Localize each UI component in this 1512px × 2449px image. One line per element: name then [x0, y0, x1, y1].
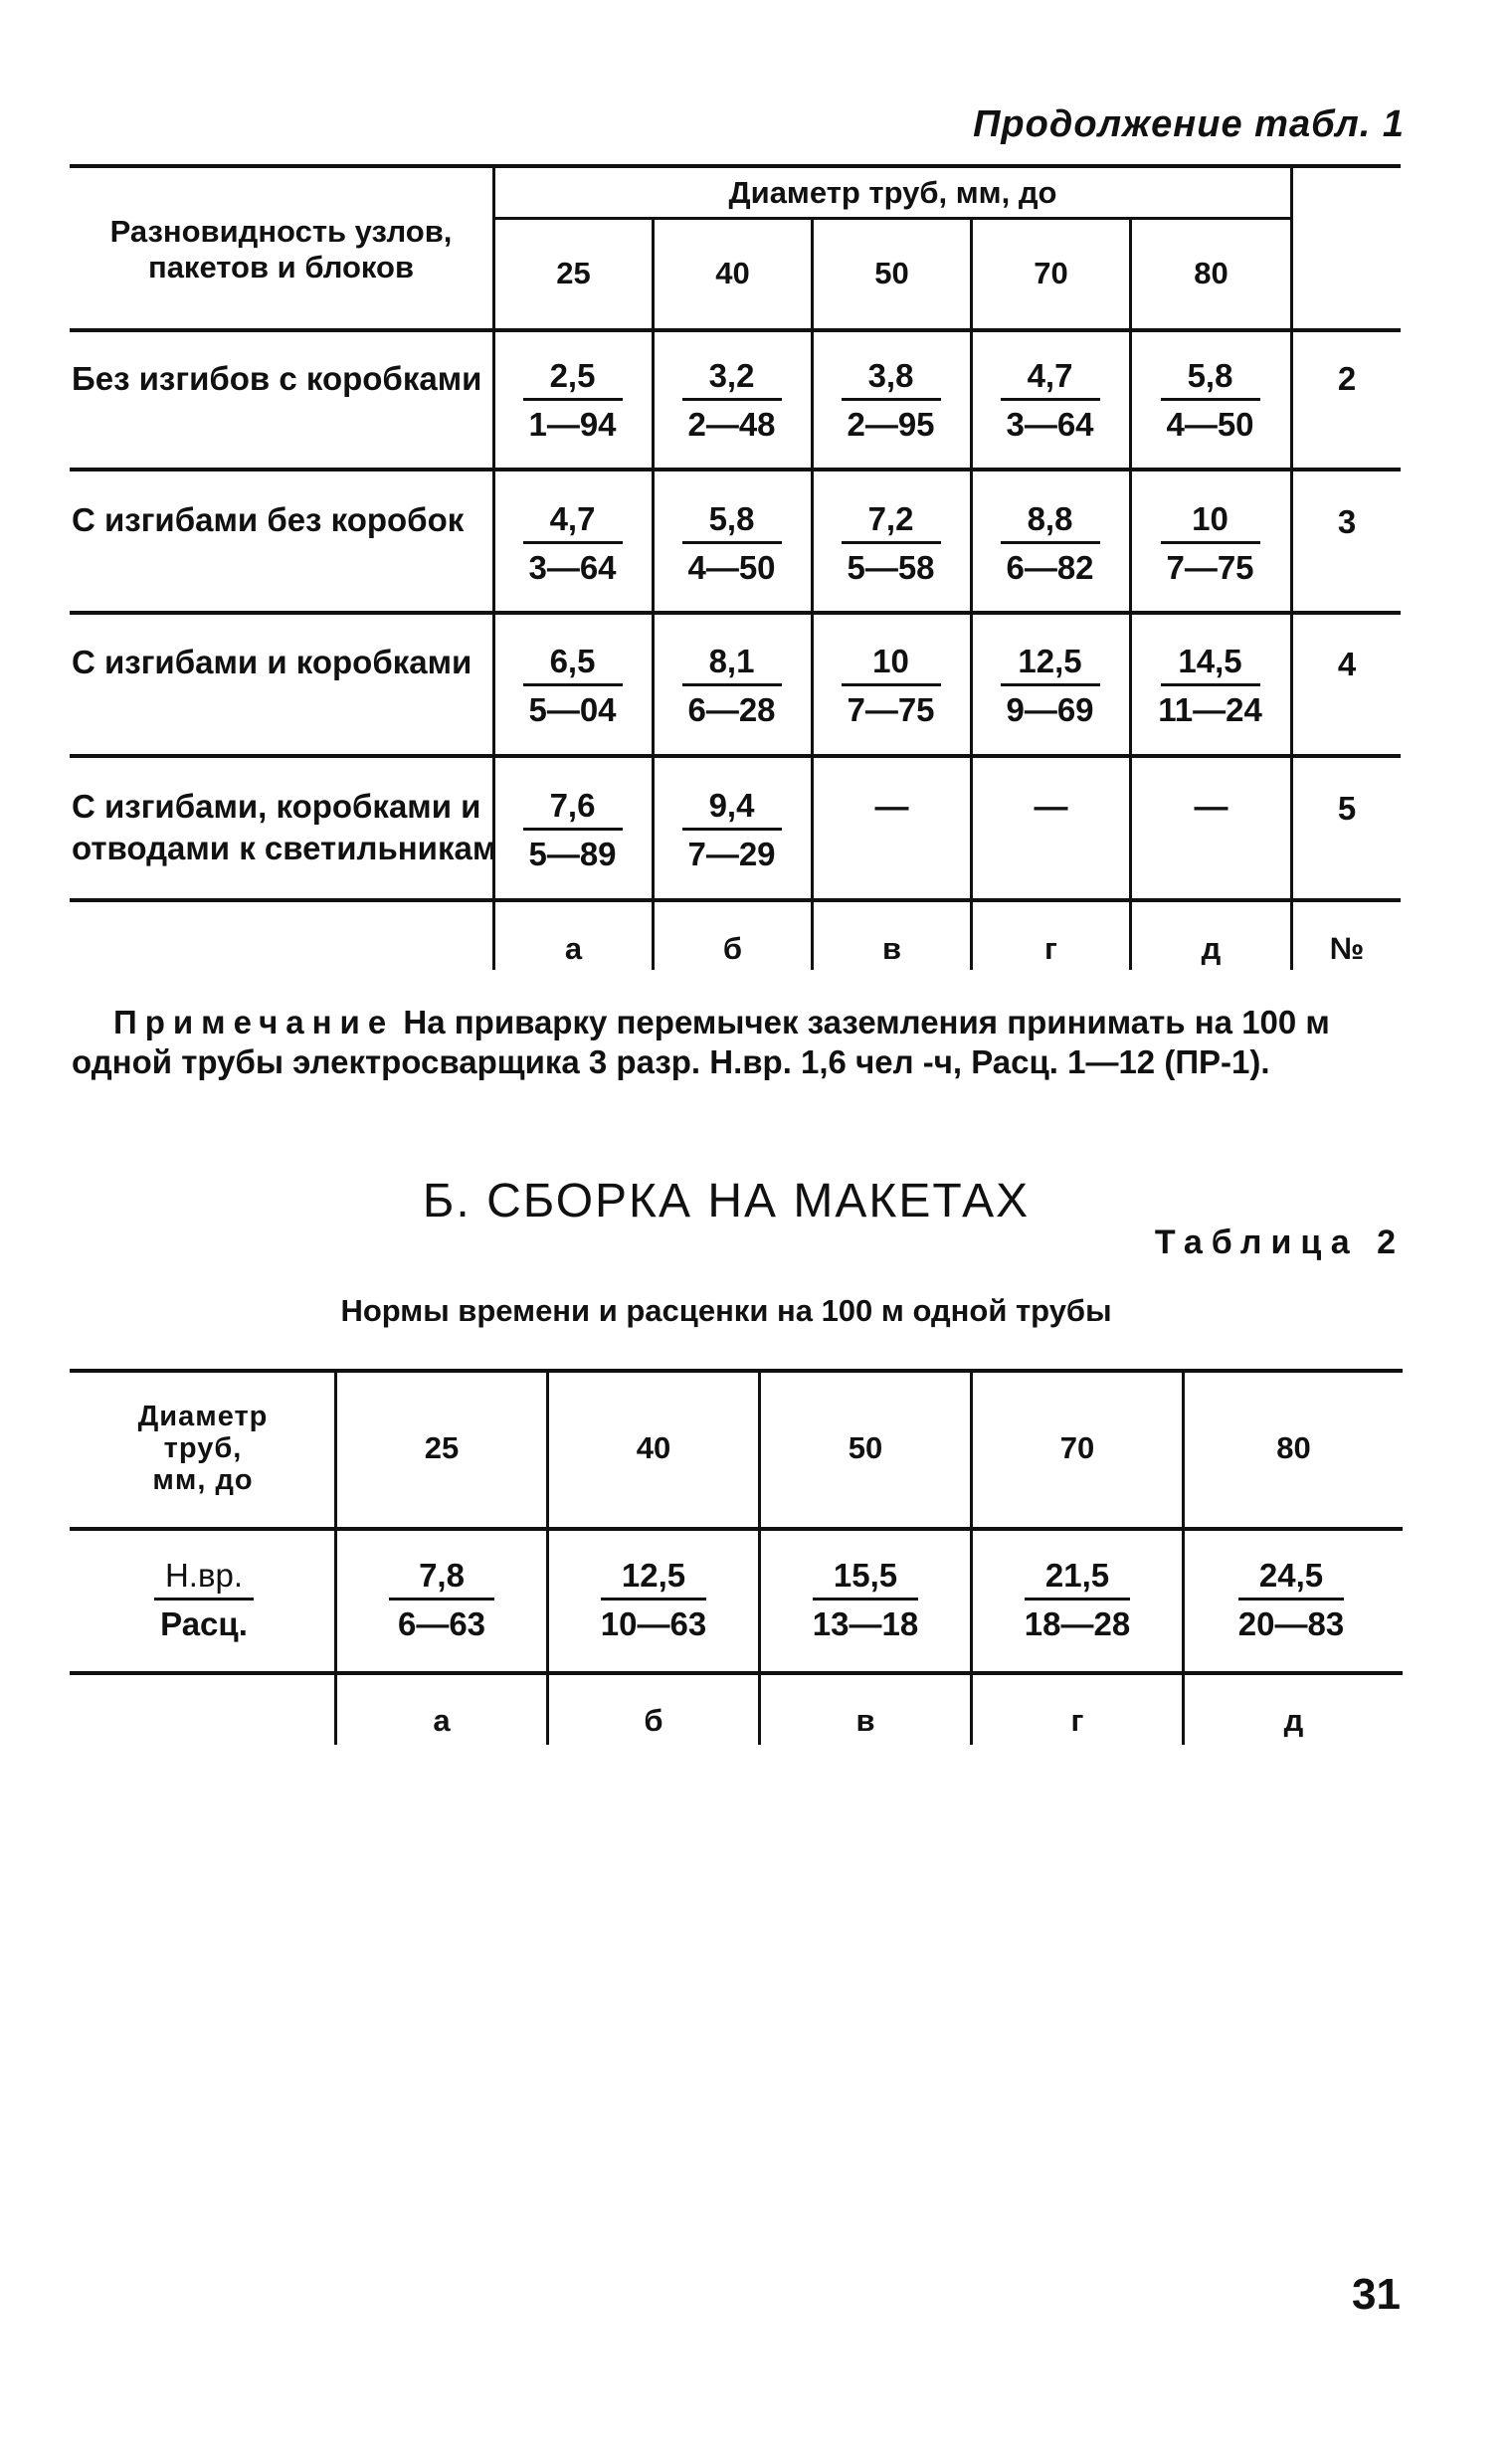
norm-time: 7,6	[549, 787, 596, 824]
rate: 9—69	[1006, 691, 1094, 728]
row-type-header: Разновидность узлов, пакетов и блоков	[109, 214, 453, 284]
table-rule	[1129, 217, 1132, 970]
norm-time: 14,5	[1178, 643, 1242, 679]
rate-label: Расц.	[160, 1605, 248, 1642]
table-rule	[70, 898, 1401, 902]
table-rule	[70, 468, 1401, 471]
fraction-cell	[387, 1556, 496, 1644]
fraction-cell	[839, 499, 943, 588]
fraction-bar	[1001, 398, 1100, 401]
table-rule	[970, 217, 973, 970]
fraction-cell	[520, 642, 625, 730]
column-letter: в	[881, 931, 902, 966]
norm-time: 10	[1192, 500, 1228, 537]
fraction-bar	[1001, 541, 1100, 544]
norm-time: 12,5	[621, 1557, 686, 1594]
fraction-bar	[682, 828, 782, 831]
table-rule	[758, 1369, 761, 1745]
norm-time: 24,5	[1258, 1557, 1324, 1594]
fraction-bar	[813, 1598, 918, 1601]
header-line: мм, до	[152, 1464, 254, 1496]
norm-time: 8,1	[708, 643, 755, 679]
rate: 4—50	[1166, 406, 1254, 443]
fraction-cell	[998, 642, 1102, 730]
norm-time: 3,2	[708, 357, 755, 394]
column-letter: б	[644, 1703, 663, 1738]
note-prefix: Примечание	[113, 1004, 395, 1040]
fraction-bar	[1025, 1598, 1130, 1601]
diameter-header: 80	[1194, 256, 1228, 290]
diameter-header: 25	[424, 1430, 460, 1465]
fraction-bar	[682, 541, 782, 544]
number-sign: №	[1329, 931, 1365, 966]
fraction-cell	[1158, 499, 1262, 588]
fraction-bar	[523, 828, 623, 831]
fraction-cell	[839, 642, 943, 730]
note	[72, 1003, 1405, 1082]
row-number: 3	[1337, 503, 1357, 540]
fraction-cell	[679, 642, 784, 730]
fraction-bar	[601, 1598, 706, 1601]
section-title: Б. СБОРКА НА МАКЕТАХ	[422, 1175, 1031, 1227]
fraction-bar	[1161, 541, 1260, 544]
empty-dash: —	[1194, 788, 1228, 826]
fraction-bar	[1001, 683, 1100, 686]
norm-time: 12,5	[1018, 643, 1082, 679]
fraction-bar	[682, 398, 782, 401]
norm-time: 2,5	[549, 357, 596, 394]
norm-time: 9,4	[708, 787, 755, 824]
norm-time: 8,8	[1027, 500, 1073, 537]
row-label	[72, 786, 496, 869]
norm-time-label: Н.вр.	[164, 1557, 244, 1594]
fraction-cell	[520, 356, 625, 445]
diameter-header: 50	[874, 256, 909, 290]
table-rule	[70, 164, 1401, 168]
rate: 18—28	[1024, 1605, 1131, 1642]
row-number: 5	[1337, 790, 1357, 827]
column-letter: г	[1044, 931, 1057, 966]
fraction-bar	[389, 1598, 494, 1601]
fraction-cell	[1158, 356, 1262, 445]
fraction-cell	[679, 499, 784, 588]
fraction-bar	[154, 1598, 254, 1601]
norm-time: 7,2	[867, 500, 914, 537]
rate: 4—50	[687, 549, 776, 586]
rate: 5—58	[847, 549, 935, 586]
norm-time: 6,5	[549, 643, 596, 679]
table-rule	[70, 328, 1401, 332]
rate: 5—89	[528, 836, 617, 872]
rate: 2—95	[847, 406, 935, 443]
fraction-bar	[1238, 1598, 1344, 1601]
row-number: 2	[1337, 360, 1357, 397]
header-line: Диаметр	[137, 1401, 269, 1432]
rate: 3—64	[1006, 406, 1094, 443]
rate: 7—75	[847, 691, 935, 728]
fraction-bar	[523, 398, 623, 401]
fraction-bar	[1161, 398, 1260, 401]
rate: 6—82	[1006, 549, 1094, 586]
fraction-bar	[682, 683, 782, 686]
column-letter: а	[564, 931, 583, 966]
column-letter: в	[855, 1703, 875, 1738]
norm-time: 4,7	[1027, 357, 1073, 394]
fraction-cell	[1158, 642, 1262, 730]
diameter-header: 80	[1276, 1430, 1311, 1465]
rate: 5—04	[528, 691, 617, 728]
fraction-cell	[998, 356, 1102, 445]
table-subtitle: Нормы времени и расценки на 100 м одной трубы	[340, 1293, 1112, 1328]
norm-time: 7,8	[419, 1557, 465, 1594]
rate: 7—29	[687, 836, 776, 872]
table-rule	[1182, 1369, 1185, 1745]
rate: 11—24	[1158, 691, 1262, 728]
fraction-cell	[679, 786, 784, 874]
fraction-cell	[599, 1556, 708, 1644]
norm-time: 15,5	[833, 1557, 898, 1594]
empty-dash: —	[874, 788, 909, 826]
row-label-line: отводами к светильникам	[72, 830, 497, 866]
row-label-line: С изгибами, коробками и	[72, 788, 481, 825]
norm-time: 4,7	[549, 500, 596, 537]
diameter-header: 70	[1059, 1430, 1095, 1465]
fraction-cell	[1023, 1556, 1132, 1644]
table-rule	[70, 1527, 1403, 1531]
fraction-bar	[842, 541, 941, 544]
fraction-cell	[811, 1556, 920, 1644]
norm-time: 5,8	[708, 500, 755, 537]
norm-time: 5,8	[1187, 357, 1233, 394]
table-label: Таблица 2	[1154, 1224, 1405, 1261]
fraction-bar	[523, 541, 623, 544]
diameter-header: 40	[636, 1430, 671, 1465]
rate: 1—94	[528, 406, 617, 443]
table-rule	[652, 217, 655, 970]
column-letter: д	[1283, 1703, 1304, 1738]
row-label-fraction	[149, 1556, 259, 1644]
row-label: С изгибами и коробками	[72, 644, 472, 680]
fraction-cell	[520, 499, 625, 588]
diameter-header: 70	[1034, 256, 1068, 290]
table-rule	[970, 1369, 973, 1745]
table-rule	[70, 611, 1401, 615]
norm-time: 10	[872, 643, 909, 679]
rate: 6—63	[397, 1605, 486, 1642]
fraction-cell	[839, 356, 943, 445]
rate: 3—64	[528, 549, 617, 586]
table-rule	[1290, 164, 1293, 970]
row-label: Без изгибов с коробками	[72, 360, 482, 397]
table-rule	[334, 1369, 337, 1745]
rate: 7—75	[1166, 549, 1254, 586]
diameter-group-header: Диаметр труб, мм, до	[728, 175, 1057, 210]
norm-time: 3,8	[867, 357, 914, 394]
diameter-header: 50	[848, 1430, 883, 1465]
norm-time: 21,5	[1044, 1557, 1110, 1594]
rate: 20—83	[1237, 1605, 1345, 1642]
table-rule	[70, 1369, 1403, 1373]
header-line: труб,	[163, 1432, 243, 1464]
column-letter: д	[1201, 931, 1222, 966]
table-rule	[70, 1671, 1403, 1675]
continuation-label: Продолжение табл. 1	[973, 103, 1405, 145]
fraction-bar	[523, 683, 623, 686]
table-rule	[493, 217, 1291, 220]
column-letter: а	[433, 1703, 451, 1738]
column-letter: б	[722, 931, 743, 966]
fraction-bar	[1161, 683, 1260, 686]
column-letter: г	[1070, 1703, 1084, 1738]
fraction-cell	[679, 356, 784, 445]
empty-dash: —	[1034, 788, 1068, 826]
fraction-cell	[998, 499, 1102, 588]
rate: 2—48	[687, 406, 776, 443]
row-label: С изгибами без коробок	[72, 501, 465, 538]
row-number: 4	[1337, 646, 1357, 682]
rate: 13—18	[812, 1605, 919, 1642]
fraction-bar	[842, 683, 941, 686]
note-text: На приварку перемычек заземления принимать на 100 м	[394, 1004, 1330, 1040]
diameter-column-header	[72, 1401, 334, 1496]
table-rule	[811, 217, 814, 970]
table-rule	[546, 1369, 549, 1745]
table-rule	[70, 754, 1401, 758]
diameter-header: 25	[556, 256, 591, 290]
rate: 6—28	[687, 691, 776, 728]
fraction-cell	[520, 786, 625, 874]
page-number: 31	[1352, 2270, 1401, 2319]
diameter-header: 40	[715, 256, 750, 290]
fraction-bar	[842, 398, 941, 401]
rate: 10—63	[600, 1605, 707, 1642]
fraction-cell	[1236, 1556, 1346, 1644]
note-text: одной трубы электросварщика 3 разр. Н.вр. 1,6 чел -ч, Расц. 1—12 (ПР-1).	[72, 1043, 1270, 1080]
